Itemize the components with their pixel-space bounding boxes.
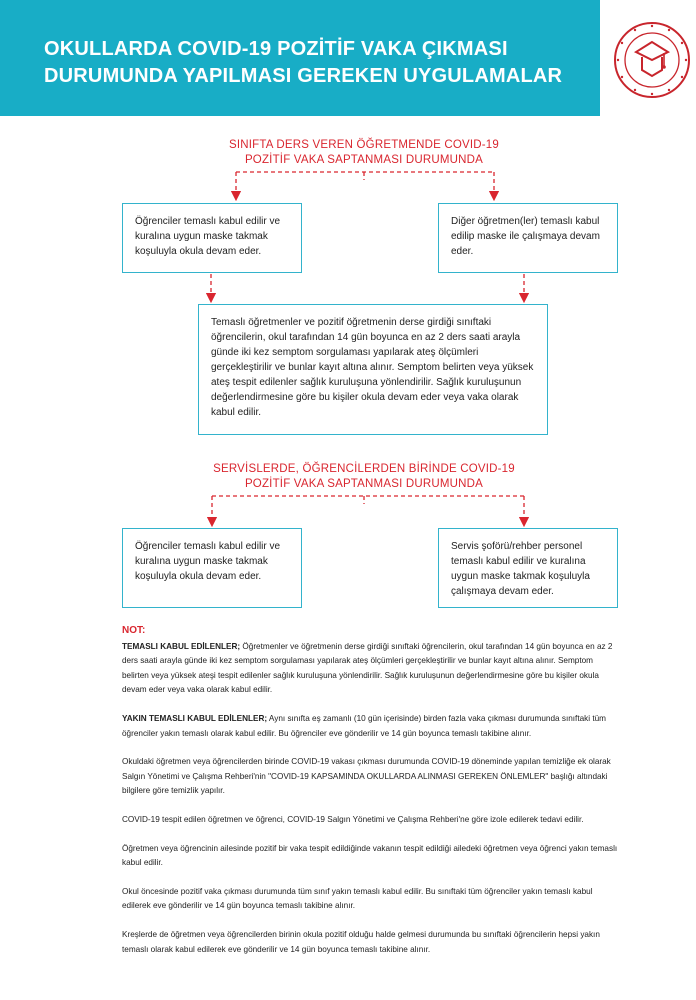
section1-right-box-text: Diğer öğretmen(ler) temaslı kabul edilip maske ile çalışmaya devam eder.	[451, 216, 600, 257]
note-close-contacts-text: Aynı sınıfta eş zamanlı (10 gün içerisinde) birden fazla vaka çıkması durumunda sınıftaki tüm öğrenciler yakın temaslı olarak kabul edilir. Bu öğrenciler eve gönderilir ve 14 gün boyunca temaslı takibine alınır.	[122, 713, 606, 738]
section2-right-box-text: Servis şoförü/rehber personel temaslı kabul edilir ve kuralına uygun maske takmak koşuluyla çalışmaya devam eder.	[451, 541, 590, 597]
note-paragraph-nursery: Kreşlerde de öğretmen veya öğrencilerden birinin okula pozitif olduğu halde gelmesi durumunda bu sınıftaki öğrencilerin hepsi yakın temaslı olarak kabul edilerek eve gönderilir ve 14 gün boyunca temaslı takibine alınır.	[122, 929, 600, 954]
section2-heading-line2: POZİTİF VAKA SAPTANMASI DURUMUNDA	[244, 478, 484, 490]
note-paragraph-isolation: COVID-19 tespit edilen öğretmen ve öğrenci, COVID-19 Salgın Yönetimi ve Çalışma Rehberi'ne göre izole edilerek tedavi edilir.	[122, 814, 584, 824]
note-paragraph-close-contacts	[122, 712, 622, 741]
page-title-line1: OKULLARDA COVID-19 POZİTİF VAKA ÇIKMASI	[44, 38, 508, 60]
section2-heading	[182, 462, 546, 492]
note-contacts-label: TEMASLI KABUL EDİLENLER;	[122, 641, 241, 651]
section1-heading-line2: POZİTİF VAKA SAPTANMASI DURUMUNDA	[244, 154, 484, 166]
note-paragraph-contacts	[122, 640, 622, 698]
notes-title: NOT:	[122, 625, 146, 636]
section2-left-box-text: Öğrenciler temaslı kabul edilir ve kuralına uygun maske takmak koşuluyla okula devam eder.	[135, 541, 281, 582]
page-title-line2: DURUMUNDA YAPILMASI GEREKEN UYGULAMALAR	[44, 65, 563, 87]
section1-heading	[182, 138, 546, 168]
section2-right-box	[438, 528, 618, 608]
section2-left-box	[122, 528, 302, 608]
note-paragraph-cleaning: Okuldaki öğretmen veya öğrencilerden birinde COVID-19 vakası çıkması durumunda COVID-19 döneminde yapılan temizliğe ek olarak Salgın Yönetimi ve Çalışma Rehberi'nin "COVID-19 KAPSAMINDA OKULLARDA ALINMASI GEREKEN ÖNLEMLER" başlığı altındaki bilgilere göre temizlik yapılır.	[122, 757, 611, 796]
section1-center-box-text: Temaslı öğretmenler ve pozitif öğretmenin derse girdiği sınıftaki öğrencilerin, okul tarafından 14 gün boyunca en az 2 ders saati arayla günde iki kez semptom sorgulaması yapılarak ateş ölçümleri gerçekleştirilir ve bunlar kayıt altına alınır. Semptom belirten veya yüksek ateş tespit edilenler sağlık kuruluşuna yönlendirilir. Sağlık kuruluşunun değerlendirmesine göre bu kişiler okula devam eder veya vaka olarak kabul edilir.	[211, 317, 534, 418]
note-paragraph-preschool: Okul öncesinde pozitif vaka çıkması durumunda tüm sınıf yakın temaslı kabul edilir. Bu sınıftaki tüm öğrenciler yakın temaslı kabul edilerek eve gönderilir ve 14 gün boyunca temaslı takibine alınır.	[122, 886, 593, 911]
note-contacts-text: Öğretmenler ve öğretmenin derse girdiği sınıftaki öğrencilerin, okul tarafından 14 gün boyunca en az 2 ders saati arayla günde iki kez semptom sorgulaması yapılarak ateş ölçümleri gerçekleştirilir ve bunlar kayıt altına alınır. Semptom belirten veya yüksek ateşi tespit edilenler sağlık kuruluşuna yönlendirilir. Sağlık kuruluşunun değerlendirmesine göre bu kişiler okula devam eder veya vaka olarak kabul edilir.	[122, 641, 613, 695]
section1-left-box-text: Öğrenciler temaslı kabul edilir ve kuralına uygun maske takmak koşuluyla okula devam eder.	[135, 216, 281, 257]
section1-right-box	[438, 203, 618, 273]
section2-heading-line1: SERVİSLERDE, ÖĞRENCİLERDEN BİRİNDE COVID-19	[213, 463, 515, 475]
note-paragraph-family: Öğretmen veya öğrencinin ailesinde pozitif bir vaka tespit edildiğinde vakanın tespit edildiği ailedeki öğretmen veya öğrenci yakın temaslı kabul edilir.	[122, 843, 618, 868]
notes-section	[122, 624, 622, 971]
section1-center-box	[198, 304, 548, 435]
section1-left-box	[122, 203, 302, 273]
section1-heading-line1: SINIFTA DERS VEREN ÖĞRETMENDE COVID-19	[228, 139, 499, 151]
note-close-contacts-label: YAKIN TEMASLI KABUL EDİLENLER;	[122, 713, 268, 723]
